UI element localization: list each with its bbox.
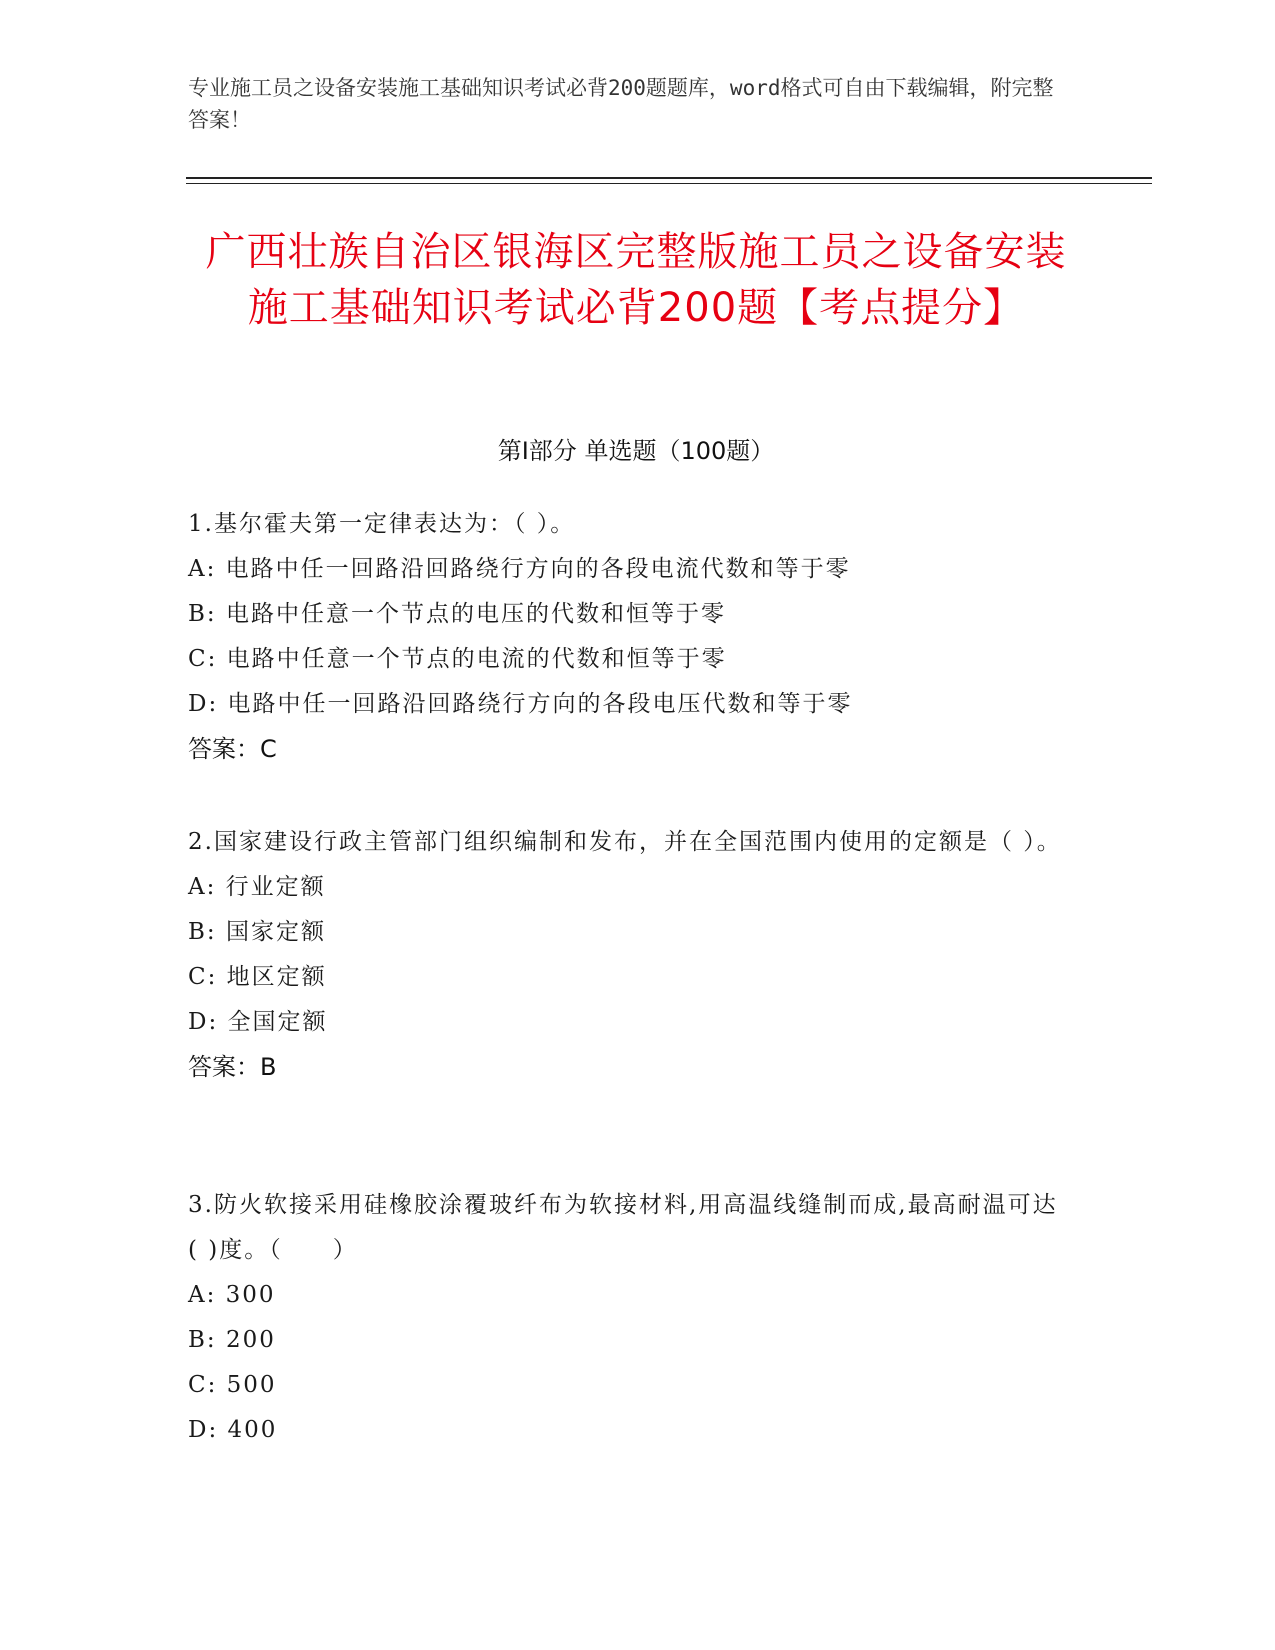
option-d: D: 全国定额	[188, 1009, 328, 1035]
answer-line	[188, 1045, 1068, 1090]
section-title: 第Ⅰ部分 单选题（100题）	[497, 437, 775, 465]
header-rule-thick	[186, 177, 1152, 179]
question-stem: 1.基尔霍夫第一定律表达为：（ ）。	[188, 511, 576, 537]
question-1	[188, 502, 1068, 772]
answer-line	[188, 727, 1068, 772]
option-b: B: 200	[188, 1327, 276, 1353]
question-stem: 3.防火软接采用硅橡胶涂覆玻纤布为软接材料,用高温线缝制而成,最高耐温可达( )度。（ ）	[188, 1192, 1058, 1263]
header-note: 专业施工员之设备安装施工基础知识考试必背200题题库，word格式可自由下载编辑，附完整答案！	[188, 76, 1054, 132]
question-stem: 2.国家建设行政主管部门组织编制和发布，并在全国范围内使用的定额是（ ）。	[188, 829, 1062, 855]
question-3	[188, 1183, 1068, 1453]
answer-label: 答案：	[188, 1053, 260, 1081]
header-rule-thin	[186, 183, 1152, 184]
option-a: A: 行业定额	[188, 874, 326, 900]
answer-value: C	[260, 735, 277, 763]
option-a: A: 电路中任一回路沿回路绕行方向的各段电流代数和等于零	[188, 556, 851, 582]
question-2	[188, 820, 1068, 1090]
option-b: B: 国家定额	[188, 919, 326, 945]
answer-label: 答案：	[188, 735, 260, 763]
option-a: A: 300	[188, 1282, 276, 1308]
option-c: C: 地区定额	[188, 964, 327, 990]
document-title: 广西壮族自治区银海区完整版施工员之设备安装施工基础知识考试必背200题【考点提分】	[205, 229, 1067, 331]
option-c: C: 500	[188, 1372, 277, 1398]
option-c: C: 电路中任意一个节点的电流的代数和恒等于零	[188, 646, 727, 672]
option-d: D: 400	[188, 1417, 278, 1443]
option-b: B: 电路中任意一个节点的电压的代数和恒等于零	[188, 601, 726, 627]
option-d: D: 电路中任一回路沿回路绕行方向的各段电压代数和等于零	[188, 691, 853, 717]
answer-value: B	[260, 1053, 277, 1081]
